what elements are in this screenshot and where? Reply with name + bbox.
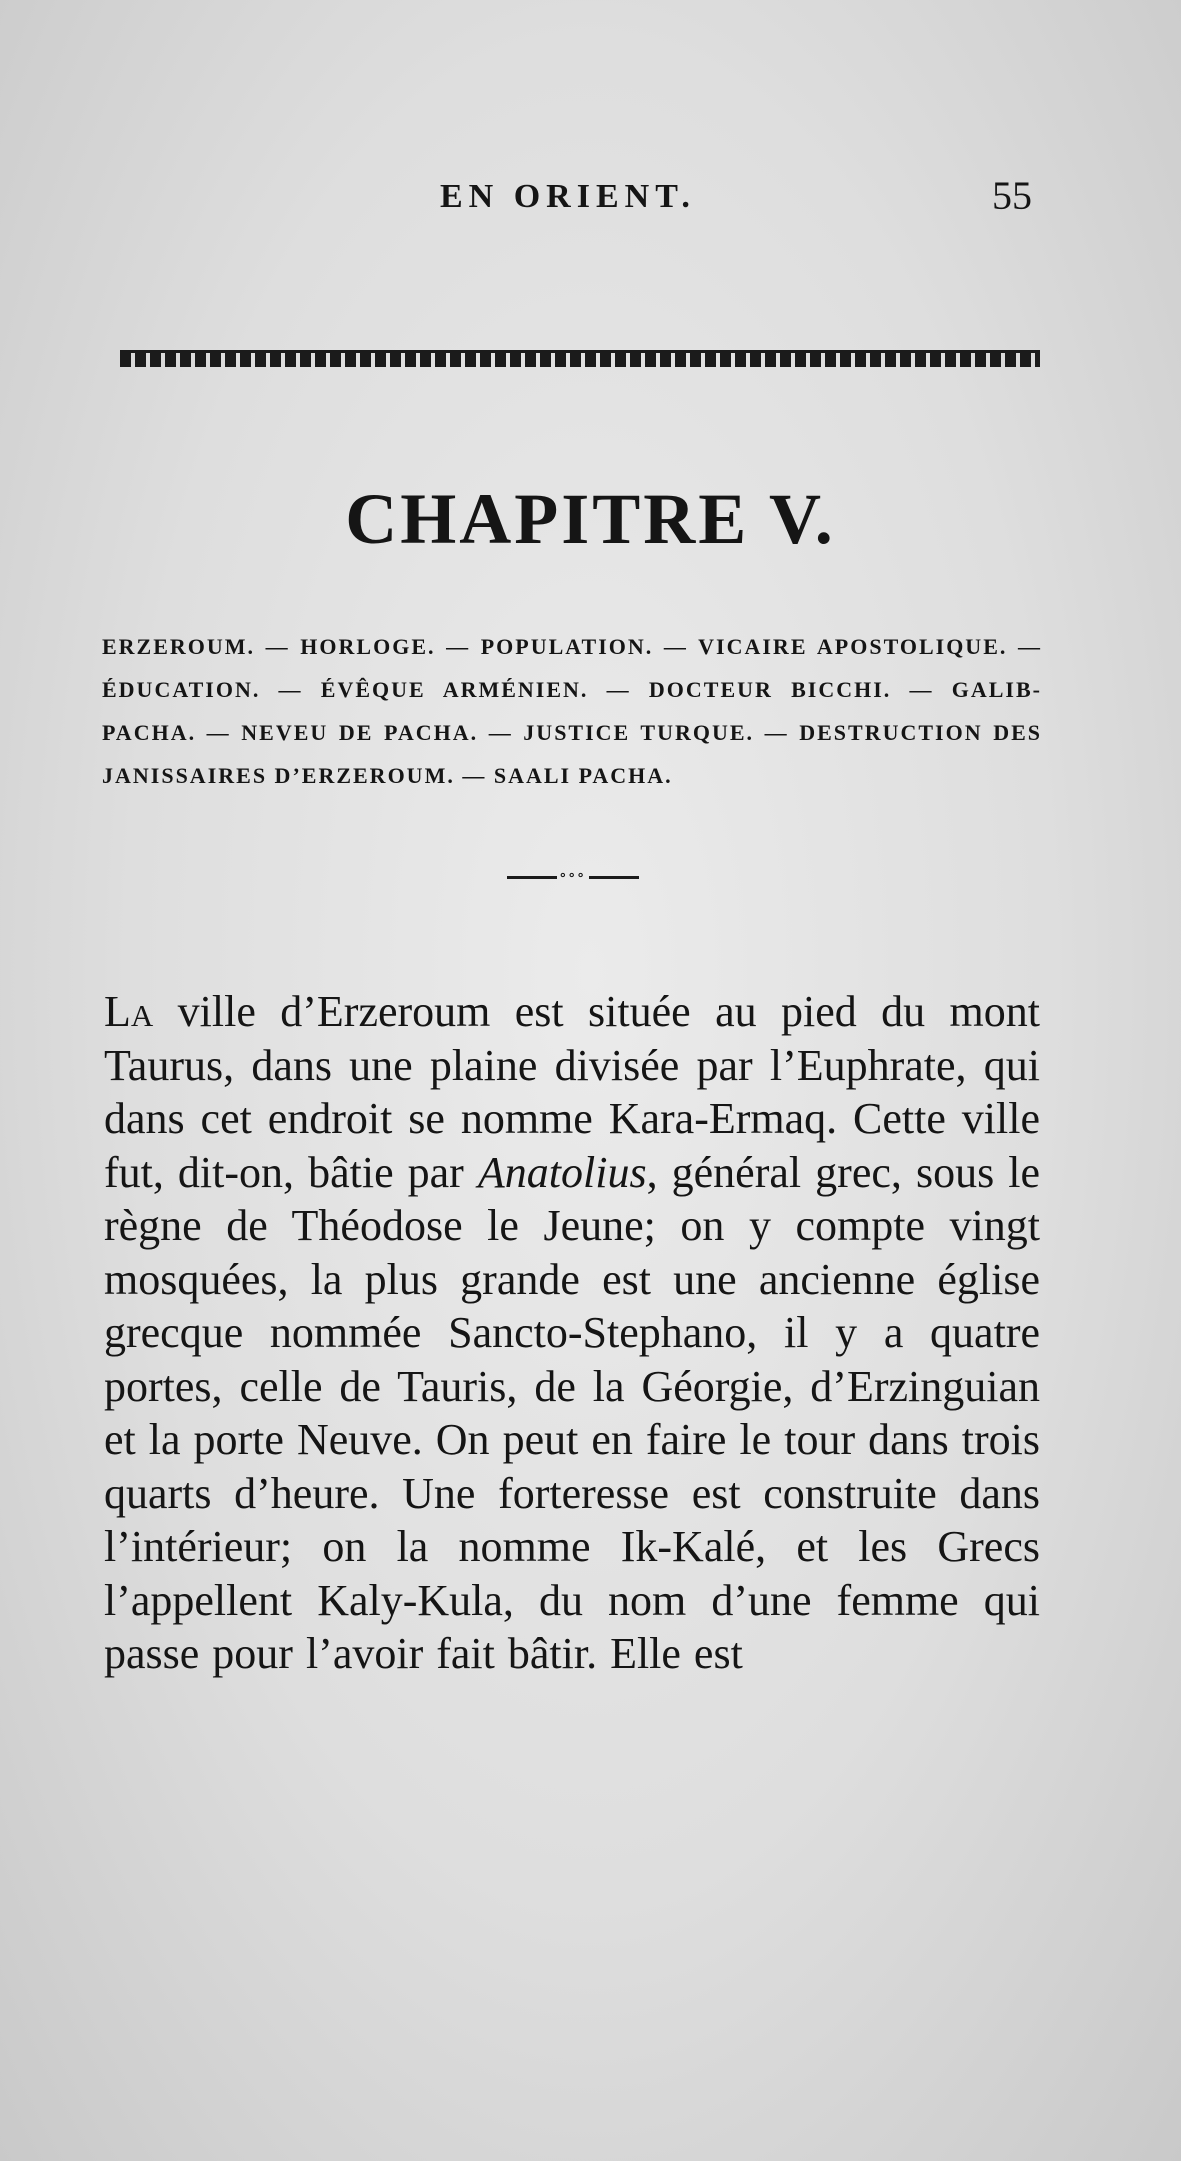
chapter-summary: ERZEROUM. — HORLOGE. — POPULATION. — VICAIRE APOSTOLIQUE. — ÉDUCATION. — ÉVÊQUE ARMÉNIEN. — DOCTEUR BICCHI. — GALIB-PACHA. — NEVEU DE PACHA. — JUSTICE TURQUE. — DESTRUCTION DES JANISSAIRES D’ERZEROUM. — SAALI PACHA. (102, 634, 1042, 788)
chapter-title: CHAPITRE V. (345, 479, 836, 559)
ornament-dots: ∘∘∘ (559, 867, 586, 884)
page-number: 55 (992, 173, 1032, 218)
initial-letters: La (104, 987, 154, 1036)
ornamental-rule (120, 350, 1040, 367)
body-text-part-2: , général grec, sous le règne de Théodose le Jeune; on y compte vingt mosquées, la plus grande est une ancienne église grecque nommée Sancto-Stephano, il y a quatre portes, celle de Tauris, de la Géorgie, d’Erzinguian et la porte Neuve. On peut en faire le tour dans trois quarts d’heure. Une forteresse est construite dans l’intérieur; on la nomme Ik-Kalé, et les Grecs l’appellent Kaly-Kula, du nom d’une femme qui passe pour l’avoir fait bâtir. Elle est (104, 1147, 1040, 1678)
italic-name: Anatolius (477, 1147, 647, 1197)
body-text-part-1: ville d’Erzeroum est située au pied du mont Taurus, dans une plaine divisée par l’Euphrate, qui dans cet endroit se nomme Kara-Ermaq. Cette ville fut, dit-on, bâtie par (104, 987, 1040, 1197)
ornament-bar-right (589, 876, 639, 879)
body-paragraph (104, 985, 1040, 1681)
section-ornament (507, 867, 639, 884)
running-head (0, 173, 1181, 238)
ornament-bar-left (507, 876, 557, 879)
running-title: EN ORIENT. (440, 178, 696, 215)
